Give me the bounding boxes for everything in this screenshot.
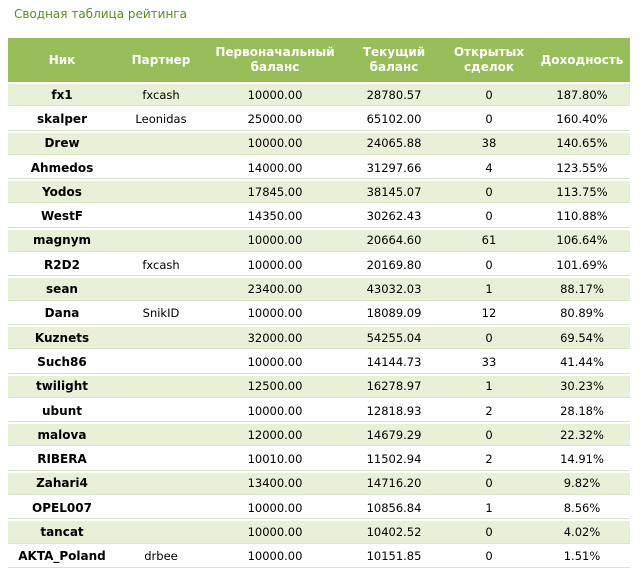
cell-initial-balance: 10000.00 [206,546,344,568]
cell-partner: SnikID [116,303,206,325]
table-header-row [8,38,630,82]
cell-open-trades: 0 [444,108,534,130]
table-row [8,497,630,519]
cell-nick[interactable]: Such86 [8,351,116,373]
cell-open-trades: 12 [444,303,534,325]
cell-nick[interactable]: ubunt [8,400,116,422]
cell-yield: 160.40% [534,108,630,130]
cell-open-trades: 1 [444,376,534,398]
cell-open-trades: 61 [444,230,534,252]
cell-initial-balance: 12500.00 [206,376,344,398]
cell-open-trades: 2 [444,448,534,470]
table-row [8,424,630,446]
cell-partner [116,448,206,470]
cell-open-trades: 2 [444,400,534,422]
cell-partner [116,157,206,179]
cell-current-balance: 28780.57 [344,84,444,106]
cell-nick[interactable]: WestF [8,205,116,227]
cell-current-balance: 10402.52 [344,521,444,543]
cell-nick[interactable]: Dana [8,303,116,325]
cell-initial-balance: 10000.00 [206,303,344,325]
cell-current-balance: 14144.73 [344,351,444,373]
cell-partner [116,133,206,155]
cell-partner [116,181,206,203]
cell-partner [116,376,206,398]
cell-initial-balance: 14000.00 [206,157,344,179]
cell-current-balance: 65102.00 [344,108,444,130]
cell-open-trades: 0 [444,424,534,446]
cell-partner [116,424,206,446]
cell-open-trades: 1 [444,497,534,519]
cell-partner: Leonidas [116,108,206,130]
cell-yield: 140.65% [534,133,630,155]
cell-partner: fxcash [116,84,206,106]
cell-current-balance: 31297.66 [344,157,444,179]
cell-open-trades: 0 [444,327,534,349]
cell-open-trades: 0 [444,473,534,495]
cell-open-trades: 38 [444,133,534,155]
cell-nick[interactable]: skalper [8,108,116,130]
cell-nick[interactable]: malova [8,424,116,446]
table-row [8,181,630,203]
cell-current-balance: 24065.88 [344,133,444,155]
cell-partner: fxcash [116,254,206,276]
table-row [8,108,630,130]
cell-initial-balance: 10000.00 [206,84,344,106]
cell-current-balance: 18089.09 [344,303,444,325]
cell-yield: 123.55% [534,157,630,179]
cell-initial-balance: 17845.00 [206,181,344,203]
cell-nick[interactable]: twilight [8,376,116,398]
cell-current-balance: 12818.93 [344,400,444,422]
table-row [8,376,630,398]
cell-yield: 22.32% [534,424,630,446]
cell-partner [116,205,206,227]
cell-open-trades: 0 [444,254,534,276]
table-row [8,133,630,155]
column-header-yield[interactable]: Доходность [534,38,630,82]
cell-partner [116,278,206,300]
cell-nick[interactable]: R2D2 [8,254,116,276]
cell-yield: 30.23% [534,376,630,398]
table-row [8,327,630,349]
rating-table [8,36,630,570]
cell-open-trades: 1 [444,278,534,300]
cell-nick[interactable]: fx1 [8,84,116,106]
cell-initial-balance: 14350.00 [206,205,344,227]
cell-current-balance: 10856.84 [344,497,444,519]
table-row [8,278,630,300]
cell-yield: 4.02% [534,521,630,543]
cell-yield: 1.51% [534,546,630,568]
cell-yield: 9.82% [534,473,630,495]
cell-open-trades: 0 [444,521,534,543]
cell-partner: drbee [116,546,206,568]
table-row [8,84,630,106]
cell-current-balance: 16278.97 [344,376,444,398]
cell-nick[interactable]: OPEL007 [8,497,116,519]
cell-nick[interactable]: sean [8,278,116,300]
cell-yield: 113.75% [534,181,630,203]
cell-initial-balance: 10000.00 [206,351,344,373]
column-header-initial-balance[interactable]: Первоначальный баланс [206,38,344,82]
cell-yield: 69.54% [534,327,630,349]
column-header-partner[interactable]: Партнер [116,38,206,82]
cell-nick[interactable]: Drew [8,133,116,155]
cell-yield: 101.69% [534,254,630,276]
cell-initial-balance: 23400.00 [206,278,344,300]
cell-current-balance: 30262.43 [344,205,444,227]
cell-yield: 187.80% [534,84,630,106]
column-header-current-balance[interactable]: Текущий баланс [344,38,444,82]
cell-yield: 110.88% [534,205,630,227]
cell-yield: 41.44% [534,351,630,373]
cell-initial-balance: 25000.00 [206,108,344,130]
cell-nick[interactable]: AKTA_Poland [8,546,116,568]
cell-yield: 14.91% [534,448,630,470]
table-row [8,254,630,276]
cell-current-balance: 14716.20 [344,473,444,495]
cell-yield: 80.89% [534,303,630,325]
cell-yield: 106.64% [534,230,630,252]
table-row [8,400,630,422]
cell-yield: 28.18% [534,400,630,422]
cell-partner [116,473,206,495]
cell-initial-balance: 10000.00 [206,400,344,422]
cell-open-trades: 0 [444,84,534,106]
cell-yield: 8.56% [534,497,630,519]
cell-partner [116,497,206,519]
table-row [8,205,630,227]
cell-nick[interactable]: Ahmedos [8,157,116,179]
cell-nick[interactable]: tancat [8,521,116,543]
cell-open-trades: 4 [444,157,534,179]
page-title: Сводная таблица рейтинга [14,7,187,21]
table-row [8,473,630,495]
cell-current-balance: 43032.03 [344,278,444,300]
table-row [8,157,630,179]
cell-current-balance: 20169.80 [344,254,444,276]
cell-nick[interactable]: Kuznets [8,327,116,349]
cell-nick[interactable]: Yodos [8,181,116,203]
column-header-open-trades[interactable]: Открытых сделок [444,38,534,82]
table-row [8,351,630,373]
cell-partner [116,327,206,349]
table-row [8,546,630,568]
cell-initial-balance: 13400.00 [206,473,344,495]
cell-current-balance: 10151.85 [344,546,444,568]
cell-initial-balance: 10000.00 [206,230,344,252]
cell-initial-balance: 10000.00 [206,133,344,155]
cell-current-balance: 38145.07 [344,181,444,203]
table-row [8,448,630,470]
cell-current-balance: 11502.94 [344,448,444,470]
column-header-nick[interactable]: Ник [8,38,116,82]
cell-initial-balance: 10000.00 [206,254,344,276]
cell-current-balance: 14679.29 [344,424,444,446]
table-row [8,230,630,252]
cell-initial-balance: 10000.00 [206,521,344,543]
cell-partner [116,351,206,373]
cell-partner [116,521,206,543]
cell-initial-balance: 10000.00 [206,497,344,519]
table-row [8,303,630,325]
cell-initial-balance: 10010.00 [206,448,344,470]
table-row [8,521,630,543]
cell-nick[interactable]: RIBERA [8,448,116,470]
cell-initial-balance: 32000.00 [206,327,344,349]
cell-open-trades: 0 [444,546,534,568]
cell-nick[interactable]: Zahari4 [8,473,116,495]
cell-open-trades: 0 [444,181,534,203]
cell-open-trades: 33 [444,351,534,373]
cell-nick[interactable]: magnym [8,230,116,252]
cell-partner [116,400,206,422]
cell-yield: 88.17% [534,278,630,300]
cell-open-trades: 0 [444,205,534,227]
cell-current-balance: 54255.04 [344,327,444,349]
cell-partner [116,230,206,252]
cell-current-balance: 20664.60 [344,230,444,252]
cell-initial-balance: 12000.00 [206,424,344,446]
